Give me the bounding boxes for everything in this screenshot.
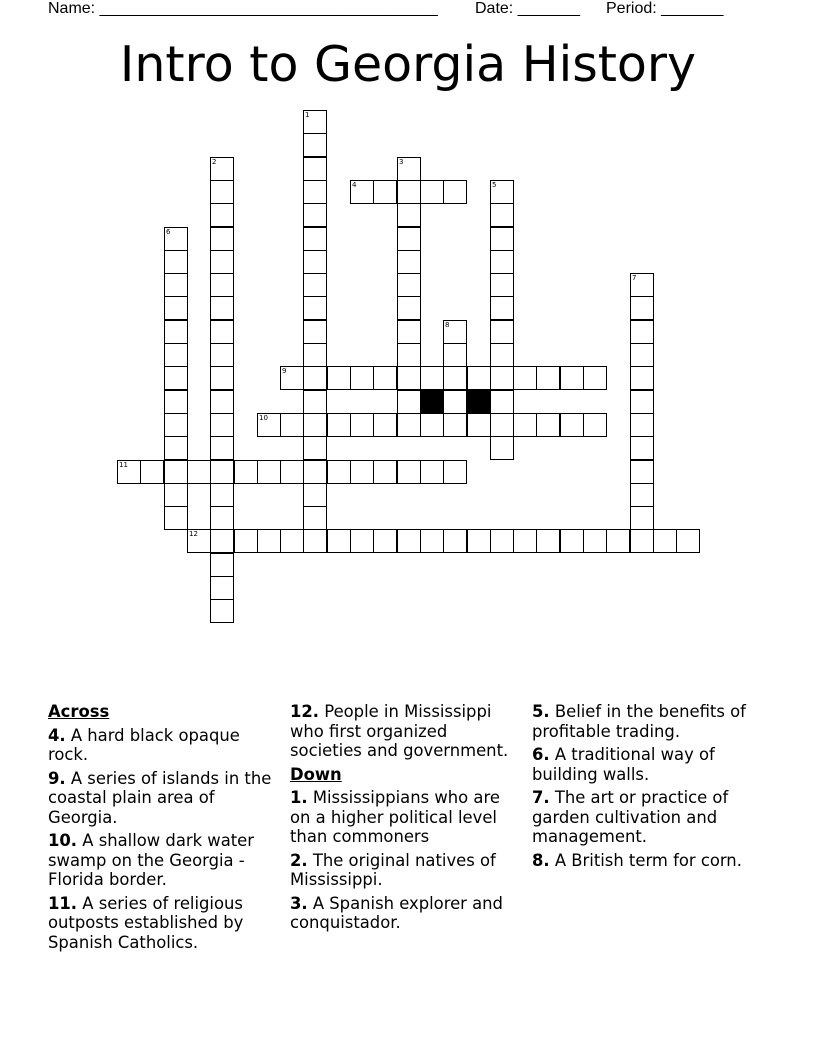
grid-cell[interactable] [490,529,514,553]
grid-cell[interactable] [490,273,514,297]
grid-cell[interactable] [187,529,211,553]
grid-cell[interactable] [303,436,327,460]
grid-cell[interactable] [164,227,188,251]
grid-cell[interactable] [490,390,514,414]
grid-cell[interactable] [490,227,514,251]
grid-cell[interactable] [397,366,421,390]
grid-cell[interactable] [303,506,327,530]
grid-cell[interactable] [210,436,234,460]
clue-column-1 [48,702,276,956]
grid-cell[interactable] [303,296,327,320]
grid-cell[interactable] [164,366,188,390]
clue-down-3: 3. A Spanish explorer and conquistador. [290,893,503,932]
grid-cell[interactable] [303,413,327,437]
grid-cell[interactable] [420,180,444,204]
grid-cell[interactable] [117,460,141,484]
grid-cell[interactable] [210,576,234,600]
grid-cell[interactable] [210,413,234,437]
grid-cell[interactable] [373,529,397,553]
grid-cell[interactable] [397,320,421,344]
grid-cell[interactable] [443,366,467,390]
clue-number: 7 [632,274,637,282]
grid-cell[interactable] [630,320,654,344]
grid-cell[interactable] [303,390,327,414]
grid-cell[interactable] [210,529,234,553]
grid-cell[interactable] [397,460,421,484]
grid-cell[interactable] [303,320,327,344]
grid-cell[interactable] [513,529,537,553]
grid-cell[interactable] [210,203,234,227]
grid-cell[interactable] [397,296,421,320]
grid-cell[interactable] [630,506,654,530]
grid-cell[interactable] [490,296,514,320]
grid-cell[interactable] [303,529,327,553]
grid-cell[interactable] [350,366,374,390]
grid-cell[interactable] [397,203,421,227]
clue-down-1: 1. Mississippians who are on a higher political level than commoners [290,788,500,846]
page-title: Intro to Georgia History [119,36,697,93]
grid-cell[interactable] [164,343,188,367]
grid-cell[interactable] [280,529,304,553]
clue-across-11: 11. A series of religious outposts established by Spanish Catholics. [48,893,244,952]
grid-cell[interactable] [513,366,537,390]
grid-cell[interactable] [373,180,397,204]
grid-cell[interactable] [397,180,421,204]
grid-cell[interactable] [303,250,327,274]
date-field[interactable]: Date: _______ [475,0,580,17]
grid-cell[interactable] [397,250,421,274]
clue-across-4: 4. A hard black opaque rock. [48,725,240,764]
grid-cell[interactable] [303,366,327,390]
grid-cell[interactable] [583,529,607,553]
grid-cell[interactable] [443,390,467,414]
grid-cell[interactable] [490,436,514,460]
grid-cell[interactable] [443,343,467,367]
grid-cell[interactable] [560,529,584,553]
grid-cell[interactable] [397,529,421,553]
grid-cell[interactable] [187,460,211,484]
clue-number: 5 [492,181,497,189]
grid-cell[interactable] [303,227,327,251]
grid-cell[interactable] [630,529,654,553]
grid-cell[interactable] [630,413,654,437]
grid-cell[interactable] [630,366,654,390]
grid-cell[interactable] [303,110,327,134]
down-heading: Down [290,764,342,784]
grid-cell[interactable] [397,413,421,437]
clue-down-7: 7. The art or practice of garden cultivation and management. [532,788,729,846]
grid-cell[interactable] [234,529,258,553]
grid-cell[interactable] [630,483,654,507]
grid-cell[interactable] [210,599,234,623]
grid-cell[interactable] [164,506,188,530]
clue-number: 1 [305,111,310,119]
grid-cell[interactable] [630,343,654,367]
clue-across-12: 12. People in Mississippi who first organized societies and government. [290,702,509,760]
grid-cell[interactable] [210,296,234,320]
grid-cell[interactable] [397,157,421,181]
grid-cell[interactable] [630,390,654,414]
grid-cell[interactable] [583,413,607,437]
grid-cell[interactable] [164,390,188,414]
grid-cell[interactable] [420,529,444,553]
grid-cell[interactable] [490,250,514,274]
black-cell [467,390,491,414]
clue-number: 12 [189,530,198,538]
grid-cell[interactable] [327,366,351,390]
black-cell [420,390,444,414]
grid-cell[interactable] [210,506,234,530]
grid-cell[interactable] [560,413,584,437]
clue-number: 8 [445,321,450,329]
grid-cell[interactable] [327,413,351,437]
grid-cell[interactable] [536,366,560,390]
grid-cell[interactable] [420,366,444,390]
clue-column-3 [532,702,772,874]
grid-cell[interactable] [210,366,234,390]
clue-number: 6 [166,228,171,236]
grid-cell[interactable] [420,413,444,437]
clue-number: 3 [399,158,404,166]
grid-cell[interactable] [490,180,514,204]
grid-cell[interactable] [536,413,560,437]
period-field[interactable]: Period: _______ [606,0,724,17]
grid-cell[interactable] [676,529,700,553]
grid-cell[interactable] [350,529,374,553]
grid-cell[interactable] [164,436,188,460]
grid-cell[interactable] [653,529,677,553]
grid-cell[interactable] [303,133,327,157]
grid-cell[interactable] [164,460,188,484]
grid-cell[interactable] [303,273,327,297]
grid-cell[interactable] [373,366,397,390]
clue-down-5: 5. Belief in the benefits of profitable trading. [532,702,746,741]
grid-cell[interactable] [373,460,397,484]
grid-cell[interactable] [630,273,654,297]
grid-cell[interactable] [630,460,654,484]
grid-cell[interactable] [420,460,444,484]
grid-cell[interactable] [210,390,234,414]
grid-cell[interactable] [280,460,304,484]
grid-cell[interactable] [536,529,560,553]
grid-cell[interactable] [443,460,467,484]
grid-cell[interactable] [210,250,234,274]
grid-cell[interactable] [234,460,258,484]
grid-cell[interactable] [164,250,188,274]
grid-cell[interactable] [350,413,374,437]
grid-cell[interactable] [327,460,351,484]
grid-cell[interactable] [210,273,234,297]
clue-number: 4 [352,181,357,189]
grid-cell[interactable] [490,203,514,227]
grid-cell[interactable] [210,483,234,507]
grid-cell[interactable] [303,157,327,181]
grid-cell[interactable] [210,180,234,204]
grid-cell[interactable] [164,483,188,507]
clue-column-2 [290,702,512,937]
grid-cell[interactable] [397,227,421,251]
grid-cell[interactable] [490,320,514,344]
grid-cell[interactable] [397,273,421,297]
grid-cell[interactable] [350,180,374,204]
grid-cell[interactable] [140,460,164,484]
grid-cell[interactable] [583,366,607,390]
grid-cell[interactable] [257,529,281,553]
grid-cell[interactable] [280,413,304,437]
grid-cell[interactable] [490,413,514,437]
grid-cell[interactable] [350,460,374,484]
grid-cell[interactable] [443,180,467,204]
grid-cell[interactable] [490,366,514,390]
grid-cell[interactable] [467,529,491,553]
grid-cell[interactable] [303,483,327,507]
grid-cell[interactable] [397,343,421,367]
clue-down-2: 2. The original natives of Mississippi. [290,850,496,889]
grid-cell[interactable] [164,320,188,344]
grid-cell[interactable] [443,413,467,437]
clue-number: 9 [282,367,287,375]
grid-cell[interactable] [630,296,654,320]
grid-cell[interactable] [303,180,327,204]
grid-cell[interactable] [303,343,327,367]
grid-cell[interactable] [397,390,421,414]
grid-cell[interactable] [630,436,654,460]
clue-number: 11 [119,461,128,469]
grid-cell[interactable] [257,460,281,484]
grid-cell[interactable] [303,460,327,484]
grid-cell[interactable] [467,366,491,390]
grid-cell[interactable] [467,413,491,437]
grid-cell[interactable] [210,460,234,484]
across-heading: Across [48,702,110,721]
clue-number: 2 [212,158,217,166]
grid-cell[interactable] [280,366,304,390]
grid-cell[interactable] [513,413,537,437]
grid-cell[interactable] [303,203,327,227]
grid-cell[interactable] [257,413,281,437]
clue-across-10: 10. A shallow dark water swamp on the Georgia - Florida border. [48,831,254,889]
grid-cell[interactable] [210,320,234,344]
grid-cell[interactable] [606,529,630,553]
grid-cell[interactable] [210,343,234,367]
grid-cell[interactable] [210,553,234,577]
clue-number: 10 [259,414,268,422]
grid-cell[interactable] [443,529,467,553]
grid-cell[interactable] [210,157,234,181]
grid-cell[interactable] [210,227,234,251]
grid-cell[interactable] [373,413,397,437]
clue-down-8: 8. A British term for corn. [532,850,742,870]
clue-down-6: 6. A traditional way of building walls. [532,745,715,784]
grid-cell[interactable] [164,273,188,297]
grid-cell[interactable] [490,343,514,367]
clue-across-9: 9. A series of islands in the coastal plain area of Georgia. [48,768,272,827]
grid-cell[interactable] [327,529,351,553]
name-field[interactable]: Name: ______________________________________ [48,0,438,17]
grid-cell[interactable] [560,366,584,390]
grid-cell[interactable] [443,320,467,344]
grid-cell[interactable] [164,413,188,437]
grid-cell[interactable] [164,296,188,320]
